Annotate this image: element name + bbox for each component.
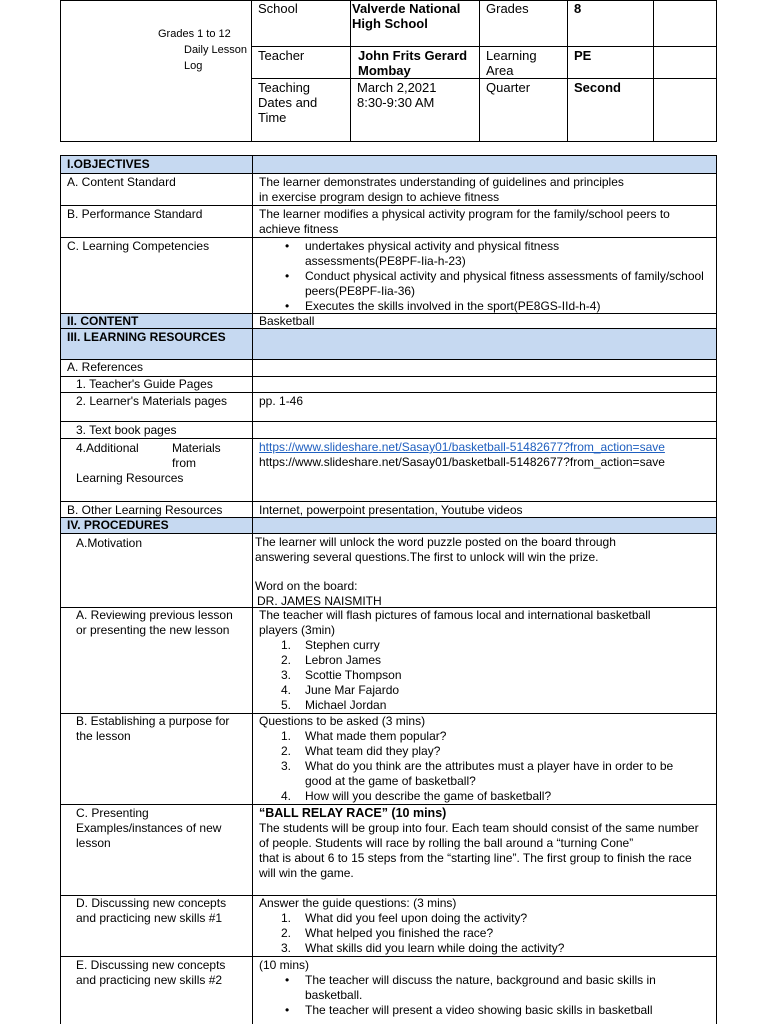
area-value: PE [574, 48, 592, 63]
other-resources-value: Internet, powerpoint presentation, Youtube videos [259, 503, 523, 517]
performance-standard-text: The learner modifies a physical activity program for the family/school peers to achieve fitness [259, 207, 670, 236]
presenting-text-2: that is about 6 to 15 steps from the “starting line”. The first group to finish the race will win the game. [259, 851, 692, 880]
player-item: 2. Lebron James [281, 653, 382, 667]
teachers-guide-label: 1. Teacher's Guide Pages [76, 377, 213, 391]
discussing1-label: D. Discussing new concepts and practicing new skills #1 [76, 896, 227, 925]
player-item: 3. Scottie Thompson [281, 668, 402, 682]
purpose-question: 3. What do you think are the attributes must a player have in order to be good at the game of basketball? [281, 759, 674, 788]
additional-label-1: 4.Additional [76, 441, 139, 455]
presenting-title: “BALL RELAY RACE” (10 mins) [259, 806, 447, 820]
learners-materials-label: 2. Learner's Materials pages [76, 394, 228, 408]
discussing2-text: (10 mins) [259, 958, 310, 972]
competency-item: • Executes the skills involved in the sport(PE8GS-IId-h-4) [259, 299, 709, 314]
discussing1-question: 1. What did you feel upon doing the activity? [281, 911, 528, 925]
competencies-label: C. Learning Competencies [67, 239, 210, 253]
quarter-label: Quarter [486, 80, 531, 95]
content-standard-text: The learner demonstrates understanding of guidelines and principles in exercise program design to achieve fitness [259, 175, 624, 204]
additional-label [70, 441, 252, 486]
teacher-value: John Frits Gerard Mombay [358, 48, 468, 78]
dll-title-line-3: Log [184, 60, 203, 72]
discussing2-item: • The teacher will present a video showing basic skills in basketball [259, 1003, 707, 1018]
dll-title [60, 26, 251, 74]
slideshare-url-text: https://www.slideshare.net/Sasay01/basketball-51482677?from_action=save [259, 455, 665, 469]
dates-value-time: 8:30-9:30 AM [357, 95, 435, 110]
player-item: 1. Stephen curry [281, 638, 380, 652]
competency-item: • undertakes physical activity and physical fitness assessments(PE8PF-Iia-h-23) [259, 239, 709, 269]
purpose-cell [253, 714, 708, 804]
textbook-label: 3. Text book pages [76, 423, 177, 437]
presenting-cell [253, 806, 708, 881]
grades-value: 8 [574, 1, 582, 16]
purpose-question: 1. What made them popular? [281, 729, 447, 743]
additional-label-2: Materials [172, 441, 221, 455]
discussing1-question: 2. What helped you finished the race? [281, 926, 494, 940]
player-item: 4. June Mar Fajardo [281, 683, 400, 697]
purpose-question: 2. What team did they play? [281, 744, 441, 758]
additional-label-3: from [172, 456, 196, 470]
competency-item: • Conduct physical activity and physical fitness assessments of family/school peers(PE8PF-Iia-36) [259, 269, 709, 299]
school-value: Valverde National High School [352, 1, 461, 31]
dates-label: Teaching Dates and Time [258, 80, 318, 125]
presenting-label: C. Presenting Examples/instances of new lesson [76, 806, 222, 850]
learners-materials-value: pp. 1-46 [259, 394, 304, 408]
references-label: A. References [67, 360, 144, 374]
discussing2-item: • The teacher will discuss the nature, background and basic skills in basketball. [259, 973, 707, 1003]
other-resources-label: B. Other Learning Resources [67, 503, 223, 517]
teacher-label: Teacher [258, 48, 305, 63]
content-heading: II. CONTENT [67, 314, 139, 328]
discussing2-label: E. Discussing new concepts and practicing new skills #2 [76, 958, 226, 987]
discussing1-cell [253, 896, 708, 956]
content-value: Basketball [259, 314, 315, 328]
quarter-value: Second [574, 80, 621, 95]
discussing2-cell [253, 958, 713, 1018]
motivation-word-label: Word on the board: [255, 579, 358, 593]
motivation-label: A.Motivation [76, 536, 143, 550]
reviewing-label: A. Reviewing previous lesson or presenting the new lesson [76, 608, 233, 637]
objectives-heading: I.OBJECTIVES [67, 157, 150, 171]
area-label: Learning Area [486, 48, 537, 78]
motivation-cell [249, 535, 679, 609]
additional-label-4: Learning Resources [76, 471, 184, 485]
competencies-list [253, 239, 715, 314]
motivation-word: DR. JAMES NAISMITH [257, 594, 382, 608]
reviewing-cell [253, 608, 683, 713]
player-item: 5. Michael Jordan [281, 698, 387, 712]
procedures-heading: IV. PROCEDURES [67, 518, 169, 532]
reviewing-text: The teacher will flash pictures of famous local and international basketball players (3min) [259, 608, 651, 637]
motivation-text: The learner will unlock the word puzzle posted on the board through answering several questions.The first to unlock will win the prize. [255, 535, 616, 564]
purpose-question: 4. How will you describe the game of basketball? [281, 789, 552, 803]
purpose-label: B. Establishing a purpose for the lesson [76, 714, 230, 743]
grades-label: Grades [486, 1, 529, 16]
purpose-text: Questions to be asked (3 mins) [259, 714, 426, 728]
dates-value [351, 80, 480, 110]
discussing1-text: Answer the guide questions: (3 mins) [259, 896, 457, 910]
performance-standard-label: B. Performance Standard [67, 207, 203, 221]
additional-value [253, 440, 673, 470]
dates-value-date: March 2,2021 [357, 80, 437, 95]
resources-heading: III. LEARNING RESOURCES [67, 330, 226, 344]
school-label: School [258, 1, 298, 16]
dll-title-line-1: Grades 1 to 12 [158, 28, 231, 40]
content-standard-label: A. Content Standard [67, 175, 176, 189]
presenting-text-1: The students will be group into four. Each team should consist of the same number of people. Students will race by rolling the ball around a “turning Cone” [259, 821, 699, 850]
slideshare-link[interactable]: https://www.slideshare.net/Sasay01/basketball-51482677?from_action=save [259, 440, 665, 454]
dll-title-line-2: Daily Lesson [184, 44, 247, 56]
discussing1-question: 3. What skills did you learn while doing the activity? [281, 941, 565, 955]
